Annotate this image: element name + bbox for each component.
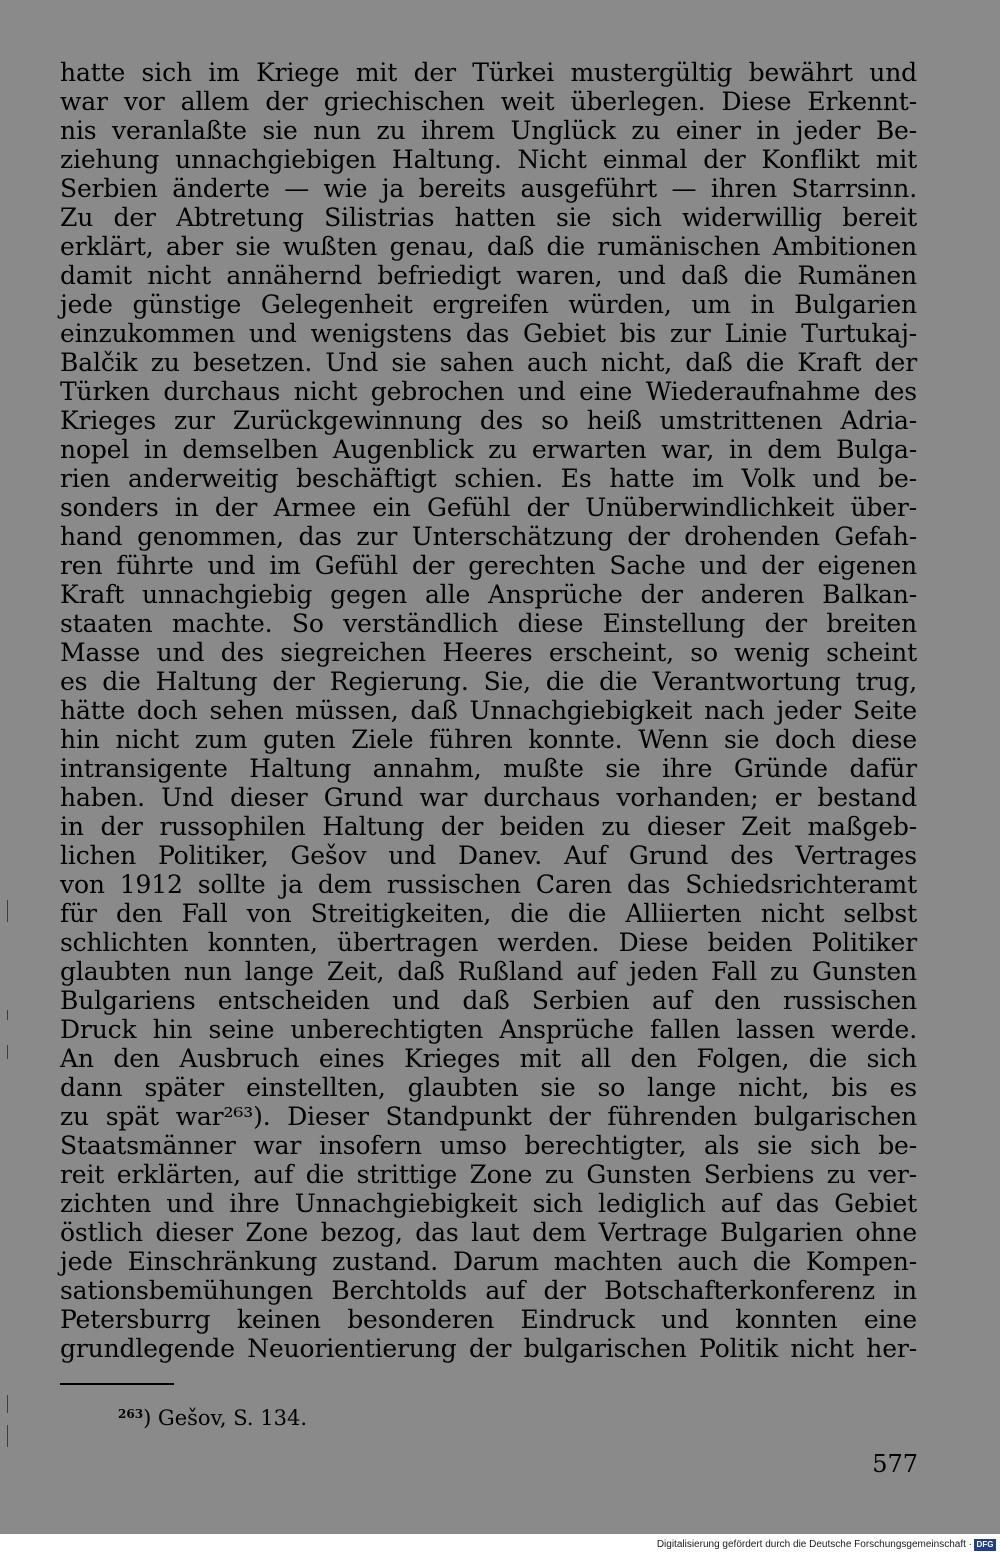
text-line: Krieges zur Zurückgewinnung des so heiß umstrittenen Adria- — [60, 406, 917, 435]
text-line: rien anderweitig beschäftigt schien. Es hatte im Volk und be- — [60, 464, 917, 493]
footnote-marker: 263 — [118, 1407, 144, 1421]
text-line: Türken durchaus nicht gebrochen und eine Wiederaufnahme des — [60, 377, 917, 406]
text-line: Serbien änderte — wie ja bereits ausgeführt — ihren Starrsinn. — [60, 174, 917, 203]
text-line: Petersburrg keinen besonderen Eindruck und konnten eine — [60, 1305, 917, 1334]
text-line: es die Haltung der Regierung. Sie, die die Verantwortung trug, — [60, 667, 917, 696]
text-line: hand genommen, das zur Unterschätzung der drohenden Gefah- — [60, 522, 917, 551]
text-line: Zu der Abtretung Silistrias hatten sie sich widerwillig bereit — [60, 203, 917, 232]
text-line: von 1912 sollte ja dem russischen Caren das Schiedsrichteramt — [60, 870, 917, 899]
text-line: nopel in demselben Augenblick zu erwarten war, in dem Bulga- — [60, 435, 917, 464]
text-line: Kraft unnachgiebig gegen alle Ansprüche der anderen Balkan- — [60, 580, 917, 609]
text-line: in der russophilen Haltung der beiden zu dieser Zeit maßgeb- — [60, 812, 917, 841]
text-line: jede Einschränkung zustand. Darum machten auch die Kompen- — [60, 1247, 917, 1276]
text-line: zu spät war²⁶³). Dieser Standpunkt der führenden bulgarischen — [60, 1102, 917, 1131]
text-line: hatte sich im Kriege mit der Türkei mustergültig bewährt und — [60, 58, 917, 87]
text-line: Bulgariens entscheiden und daß Serbien auf den russischen — [60, 986, 917, 1015]
text-line: ziehung unnachgiebigen Haltung. Nicht einmal der Konflikt mit — [60, 145, 917, 174]
text-line: reit erklärten, auf die strittige Zone zu Gunsten Serbiens zu ver- — [60, 1160, 917, 1189]
scan-edge-mark — [7, 1045, 8, 1059]
text-line: östlich dieser Zone bezog, das laut dem Vertrage Bulgarien ohne — [60, 1218, 917, 1247]
scan-edge-mark — [7, 1010, 8, 1020]
text-line: haben. Und dieser Grund war durchaus vorhanden; er bestand — [60, 783, 917, 812]
text-line: sationsbemühungen Berchtolds auf der Botschafterkonferenz in — [60, 1276, 917, 1305]
text-line: sonders in der Armee ein Gefühl der Unüberwindlichkeit über- — [60, 493, 917, 522]
page-number: 577 — [872, 1450, 918, 1478]
scan-edge-mark — [7, 1425, 8, 1447]
dfg-logo-icon: DFG — [974, 1539, 996, 1551]
text-line: hin nicht zum guten Ziele führen konnte. Wenn sie doch diese — [60, 725, 917, 754]
footnote-text: ) Gešov, S. 134. — [143, 1406, 308, 1430]
text-line: damit nicht annähernd befriedigt waren, und daß die Rumänen — [60, 261, 917, 290]
text-line: einzukommen und wenigstens das Gebiet bis zur Linie Turtukaj- — [60, 319, 917, 348]
text-line: zichten und ihre Unnachgiebigkeit sich lediglich auf das Gebiet — [60, 1189, 917, 1218]
text-line: Druck hin seine unberechtigten Ansprüche fallen lassen werde. — [60, 1015, 917, 1044]
text-line: jede günstige Gelegenheit ergreifen würden, um in Bulgarien — [60, 290, 917, 319]
text-line: Balčik zu besetzen. Und sie sahen auch nicht, daß die Kraft der — [60, 348, 917, 377]
text-line: hätte doch sehen müssen, daß Unnachgiebigkeit nach jeder Seite — [60, 696, 917, 725]
text-line: Staatsmänner war insofern umso berechtigter, als sie sich be- — [60, 1131, 917, 1160]
body-text — [60, 58, 917, 1363]
text-line: dann später einstellten, glaubten sie so lange nicht, bis es — [60, 1073, 917, 1102]
footnote-separator — [60, 1383, 174, 1385]
text-line: intransigente Haltung annahm, mußte sie ihre Gründe dafür — [60, 754, 917, 783]
text-line: erklärt, aber sie wußten genau, daß die rumänischen Ambitionen — [60, 232, 917, 261]
text-line: Masse und des siegreichen Heeres erscheint, so wenig scheint — [60, 638, 917, 667]
text-line: staaten machte. So verständlich diese Einstellung der breiten — [60, 609, 917, 638]
text-line: nis veranlaßte sie nun zu ihrem Unglück zu einer in jeder Be- — [60, 116, 917, 145]
text-line: war vor allem der griechischen weit überlegen. Diese Erkennt- — [60, 87, 917, 116]
text-line: grundlegende Neuorientierung der bulgarischen Politik nicht her- — [60, 1334, 917, 1363]
text-line: ren führte und im Gefühl der gerechten Sache und der eigenen — [60, 551, 917, 580]
scan-edge-mark — [7, 1395, 8, 1413]
text-line: An den Ausbruch eines Krieges mit all den Folgen, die sich — [60, 1044, 917, 1073]
text-line: für den Fall von Streitigkeiten, die die Alliierten nicht selbst — [60, 899, 917, 928]
scan-edge-mark — [7, 900, 8, 922]
text-line: glaubten nun lange Zeit, daß Rußland auf jeden Fall zu Gunsten — [60, 957, 917, 986]
text-line: schlichten konnten, übertragen werden. Diese beiden Politiker — [60, 928, 917, 957]
digitization-credit: Digitalisierung gefördert durch die Deutsche Forschungsgemeinschaft · — [656, 1539, 972, 1550]
text-line: lichen Politiker, Gešov und Danev. Auf Grund des Vertrages — [60, 841, 917, 870]
footnote — [118, 1400, 307, 1432]
